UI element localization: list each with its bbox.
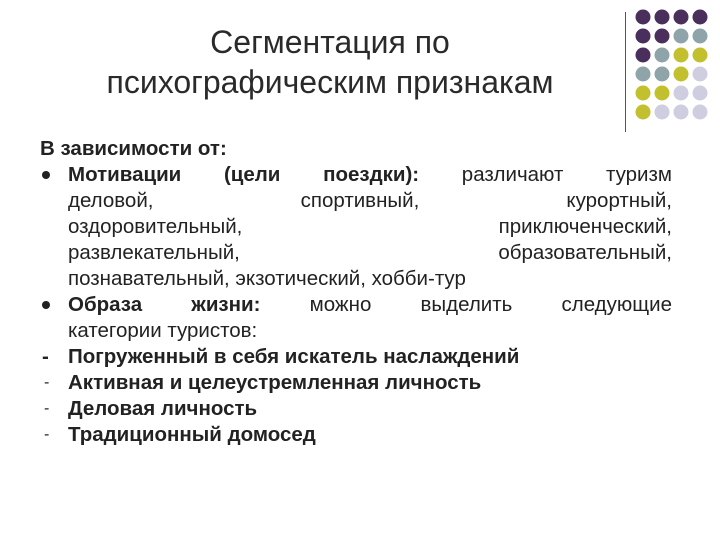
decorative-dot xyxy=(636,10,651,25)
decorative-dot xyxy=(674,48,689,63)
dash-item-text: Погруженный в себя искатель наслаждений xyxy=(68,345,520,368)
decorative-dot xyxy=(655,48,670,63)
dash-marker: - xyxy=(44,400,50,417)
dash-item xyxy=(40,370,672,396)
dash-item xyxy=(40,422,672,448)
intro-text: В зависимости от: xyxy=(40,137,227,160)
decorative-dot xyxy=(636,67,651,82)
decorative-dot xyxy=(674,10,689,25)
title-line-2: психографическим признакам xyxy=(106,64,554,100)
decorative-dot xyxy=(674,86,689,101)
decorative-dot xyxy=(674,67,689,82)
dash-item xyxy=(40,396,672,422)
bullet-lead: Образа жизни: xyxy=(68,293,261,316)
decorative-dot xyxy=(693,10,708,25)
bullet-item-motivation xyxy=(40,162,672,292)
bullet-line xyxy=(68,292,672,318)
bullet-line: оздоровительный, приключенческий, xyxy=(68,215,672,238)
dash-marker: - xyxy=(44,426,50,443)
dash-item-text: Традиционный домосед xyxy=(68,423,316,446)
decorative-dot xyxy=(655,10,670,25)
decorative-dot xyxy=(693,105,708,120)
decorative-dot xyxy=(655,105,670,120)
decorative-dot xyxy=(655,67,670,82)
bullet-line: категории туристов: xyxy=(68,319,258,342)
bullet-text: различают туризм xyxy=(461,163,673,186)
decorative-dot xyxy=(674,105,689,120)
decorative-dot xyxy=(674,29,689,44)
bullet-item-lifestyle xyxy=(40,292,672,344)
decorative-dot xyxy=(693,48,708,63)
title-line-1: Сегментация по xyxy=(210,24,450,60)
dash-item xyxy=(40,344,672,370)
decorative-dot xyxy=(693,86,708,101)
bullet-lead: Мотивации (цели поездки): xyxy=(68,163,420,186)
decorative-dot xyxy=(655,29,670,44)
decorative-dot xyxy=(636,29,651,44)
bullet-line: деловой, спортивный, курортный, xyxy=(68,189,672,212)
decorative-dot xyxy=(636,86,651,101)
slide-title xyxy=(40,22,620,102)
bullet-text: можно выделить следующие xyxy=(309,293,672,316)
decorative-dot xyxy=(693,29,708,44)
decorative-dot xyxy=(655,86,670,101)
bullet-line: познавательный, экзотический, хобби-тур xyxy=(68,267,466,290)
bullet-line xyxy=(68,162,672,188)
dash-item-text: Активная и целеустремленная личность xyxy=(68,371,482,394)
decorative-dot xyxy=(636,48,651,63)
dash-marker: - xyxy=(44,374,50,391)
decorative-dot-grid xyxy=(634,8,714,126)
decorative-dot xyxy=(693,67,708,82)
divider-line xyxy=(625,12,626,132)
bullet-line: развлекательный, образовательный, xyxy=(68,241,672,264)
slide-body xyxy=(40,136,672,448)
dash-marker: - xyxy=(42,345,49,368)
dash-item-text: Деловая личность xyxy=(68,397,258,420)
decorative-dot xyxy=(636,105,651,120)
